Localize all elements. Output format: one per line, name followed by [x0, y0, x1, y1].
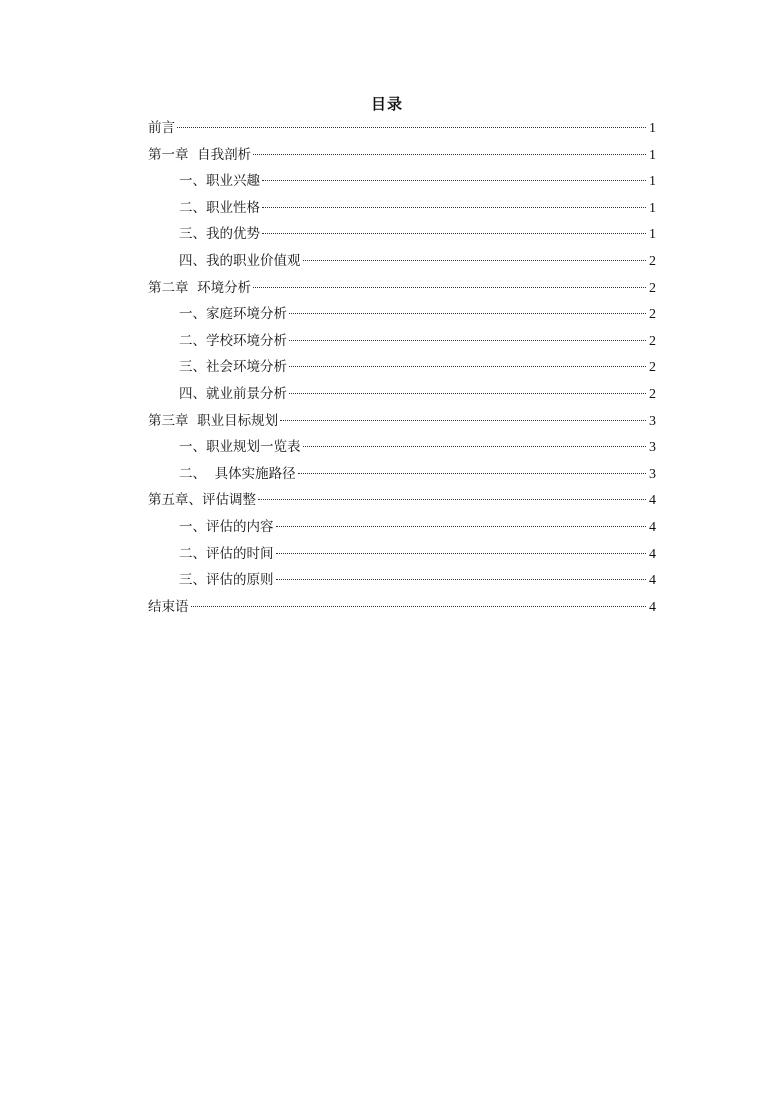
- toc-entry[interactable]: [148, 461, 656, 488]
- toc-entry-label: 四、就业前景分析: [179, 385, 287, 402]
- toc-page-number: 2: [649, 253, 656, 269]
- toc-page-number: 2: [649, 386, 656, 402]
- toc-entry-label: 一、职业规划一览表: [179, 439, 301, 456]
- toc-dot-leader: [289, 339, 646, 341]
- toc-dot-leader: [276, 578, 647, 580]
- toc-entry-label: 三、评估的原则: [179, 572, 274, 589]
- toc-page-number: 4: [649, 573, 656, 589]
- toc-entry[interactable]: [148, 195, 656, 222]
- toc-entry[interactable]: [148, 142, 656, 169]
- toc-entry[interactable]: [148, 354, 656, 381]
- toc-page-number: 2: [649, 280, 656, 296]
- toc-page-number: 4: [649, 546, 656, 562]
- toc-entry[interactable]: [148, 381, 656, 408]
- toc-entry-label: 前言: [148, 120, 175, 136]
- toc-entry[interactable]: [148, 168, 656, 195]
- toc-entry-label: 第三章 职业目标规划: [148, 412, 279, 429]
- toc-page-number: 1: [649, 200, 656, 216]
- toc-entry[interactable]: [148, 434, 656, 461]
- toc-dot-leader: [177, 126, 646, 128]
- toc-entry[interactable]: [148, 594, 656, 621]
- toc-entry[interactable]: [148, 301, 656, 328]
- toc-entry-label: 一、职业兴趣: [179, 173, 260, 190]
- toc-page-number: 4: [649, 519, 656, 535]
- toc-page-number: 1: [649, 121, 656, 136]
- toc-dot-leader: [191, 605, 647, 607]
- toc-page-number: 1: [649, 174, 656, 190]
- toc-dot-leader: [298, 472, 646, 474]
- toc-dot-leader: [262, 206, 646, 208]
- toc-entry-label: 第一章 自我剖析: [148, 146, 252, 163]
- toc-dot-leader: [253, 286, 646, 288]
- toc-dot-leader: [262, 179, 646, 181]
- toc-entry-label: 三、社会环境分析: [179, 359, 287, 376]
- table-of-contents: [148, 115, 656, 620]
- toc-dot-leader: [280, 419, 646, 421]
- toc-dot-leader: [303, 259, 647, 261]
- toc-entry[interactable]: [148, 115, 656, 142]
- toc-entry-label: 一、家庭环境分析: [179, 306, 287, 323]
- toc-entry-label: 一、评估的内容: [179, 518, 274, 535]
- toc-entry[interactable]: [148, 221, 656, 248]
- toc-dot-leader: [276, 525, 647, 527]
- toc-dot-leader: [289, 365, 646, 367]
- toc-page-number: 3: [649, 413, 656, 429]
- toc-entry[interactable]: [148, 567, 656, 594]
- toc-entry-label: 二、职业性格: [179, 199, 260, 216]
- toc-page-number: 2: [649, 333, 656, 349]
- toc-entry[interactable]: [148, 408, 656, 435]
- toc-entry[interactable]: [148, 541, 656, 568]
- toc-entry-label: 四、我的职业价值观: [179, 252, 301, 269]
- toc-page-number: 4: [649, 599, 656, 615]
- toc-entry-label: 二、学校环境分析: [179, 332, 287, 349]
- toc-page-number: 1: [649, 227, 656, 243]
- toc-entry-label: 二、 具体实施路径: [179, 465, 296, 482]
- toc-page-number: 3: [649, 466, 656, 482]
- toc-entry-label: 第二章 环境分析: [148, 279, 252, 296]
- toc-entry-label: 结束语: [148, 598, 189, 615]
- toc-entry[interactable]: [148, 487, 656, 514]
- toc-dot-leader: [289, 392, 646, 394]
- toc-page-number: 2: [649, 360, 656, 376]
- toc-page-number: 3: [649, 440, 656, 456]
- toc-entry-label: 二、评估的时间: [179, 545, 274, 562]
- toc-entry-label: 第五章、评估调整: [148, 492, 256, 509]
- toc-page-number: 1: [649, 147, 656, 163]
- toc-dot-leader: [258, 498, 646, 500]
- toc-entry-label: 三、我的优势: [179, 226, 260, 243]
- toc-entry[interactable]: [148, 514, 656, 541]
- toc-dot-leader: [253, 153, 646, 155]
- toc-dot-leader: [303, 445, 647, 447]
- toc-page-number: 2: [649, 307, 656, 323]
- toc-dot-leader: [276, 552, 647, 554]
- toc-dot-leader: [262, 232, 646, 234]
- toc-page-number: 4: [649, 493, 656, 509]
- toc-entry[interactable]: [148, 248, 656, 275]
- toc-title: 目录: [370, 95, 403, 113]
- toc-dot-leader: [289, 312, 646, 314]
- toc-entry[interactable]: [148, 328, 656, 355]
- toc-entry[interactable]: [148, 275, 656, 302]
